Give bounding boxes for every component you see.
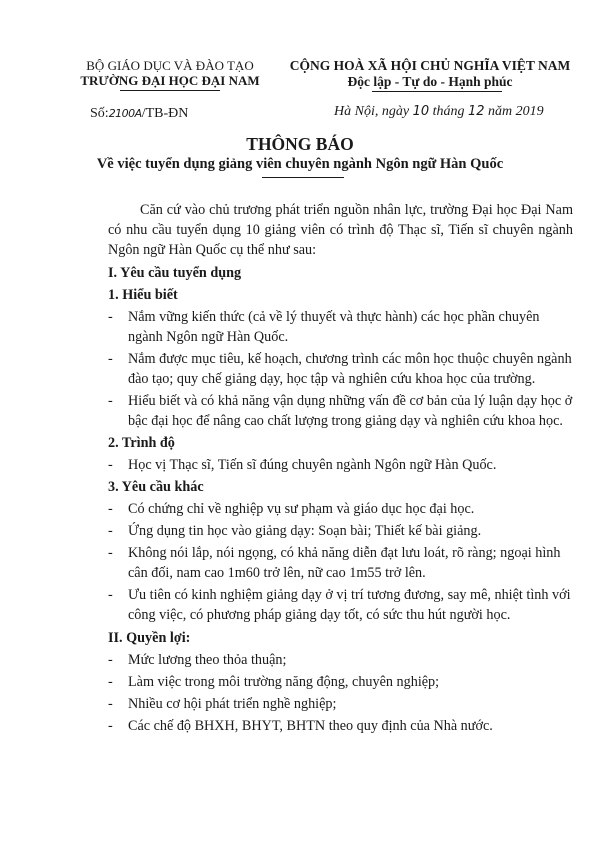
document-subtitle: Về việc tuyển dụng giảng viên chuyên ngành Ngôn ngữ Hàn Quốc <box>96 156 504 172</box>
list-item: - Ưu tiên có kinh nghiệm giảng dạy ở vị trí tương đương, say mê, nhiệt tình với công việc, có phương pháp giảng dạy tốt, có sức thu hút người học. <box>108 585 573 625</box>
list-item: - Ứng dụng tin học vào giảng dạy: Soạn bài; Thiết kế bài giảng. <box>108 521 573 541</box>
date-month-word: tháng <box>432 104 465 119</box>
date-year: năm 2019 <box>488 104 544 119</box>
republic-name: CỘNG HOÀ XÃ HỘI CHỦ NGHĨA VIỆT NAM <box>289 58 571 73</box>
date-place: Hà Nội, ngày <box>334 104 410 119</box>
university-name: TRƯỜNG ĐẠI HỌC ĐẠI NAM <box>80 73 260 88</box>
list-item: - Không nói lắp, nói ngọng, có khả năng diễn đạt lưu loát, rõ ràng; ngoại hình cân đối, nam cao 1m60 trở lên, nữ cao 1m55 trở lên. <box>108 543 573 583</box>
list-item: - Nắm được mục tiêu, kế hoạch, chương trình các môn học thuộc chuyên ngành đào tạo; quy chế giảng dạy, học tập và nghiên cứu khoa học của trường. <box>108 349 573 389</box>
title-rule <box>262 177 344 178</box>
ref-prefix: Số: <box>90 106 109 121</box>
list-item: - Làm việc trong môi trường năng động, chuyên nghiệp; <box>108 672 573 692</box>
intro-paragraph: Căn cứ vào chủ trương phát triển nguồn nhân lực, trường Đại học Đại Nam có nhu cầu tuyển dụng 10 giảng viên có trình độ Thạc sĩ, Tiến sĩ chuyên ngành Ngôn ngữ Hàn Quốc cụ thể như sau: <box>108 202 573 258</box>
subsection-knowledge-heading: 1. Hiểu biết <box>108 287 178 303</box>
header-left-rule <box>120 90 220 91</box>
date-month-handwritten: 12 <box>468 104 485 119</box>
document-title: THÔNG BÁO <box>246 134 354 154</box>
section-benefits-heading: II. Quyền lợi: <box>108 630 191 646</box>
list-item: - Có chứng chỉ về nghiệp vụ sư phạm và giáo dục học đại học. <box>108 499 573 519</box>
issue-date <box>334 104 544 120</box>
date-day-handwritten: 10 <box>412 104 430 119</box>
national-motto: Độc lập - Tự do - Hạnh phúc <box>347 74 513 89</box>
list-item: - Hiểu biết và có khả năng vận dụng những vấn đề cơ bản của lý luận dạy học ở bậc đại học để nâng cao chất lượng trong giảng dạy và nghiên cứu khoa học. <box>108 391 573 431</box>
ref-number-handwritten: 2100A <box>108 107 142 120</box>
subsection-other-heading: 3. Yêu cầu khác <box>108 479 204 495</box>
list-item: - Nhiều cơ hội phát triển nghề nghiệp; <box>108 694 573 714</box>
subsection-level-heading: 2. Trình độ <box>108 435 175 451</box>
header-left <box>70 58 270 88</box>
document-body <box>108 200 573 736</box>
list-item: - Mức lương theo thỏa thuận; <box>108 650 573 670</box>
ministry-name: BỘ GIÁO DỤC VÀ ĐÀO TẠO <box>86 58 254 73</box>
list-item: - Các chế độ BHXH, BHYT, BHTN theo quy định của Nhà nước. <box>108 716 573 736</box>
list-item: - Học vị Thạc sĩ, Tiến sĩ đúng chuyên ngành Ngôn ngữ Hàn Quốc. <box>108 455 573 475</box>
reference-number <box>90 106 188 122</box>
ref-suffix: /TB-ĐN <box>141 106 189 121</box>
header-right <box>270 58 590 90</box>
list-item: - Nắm vững kiến thức (cả về lý thuyết và thực hành) các học phần chuyên ngành Ngôn ngữ Hàn Quốc. <box>108 307 573 347</box>
header-right-rule <box>372 91 502 92</box>
section-requirements-heading: I. Yêu cầu tuyển dụng <box>108 265 242 281</box>
